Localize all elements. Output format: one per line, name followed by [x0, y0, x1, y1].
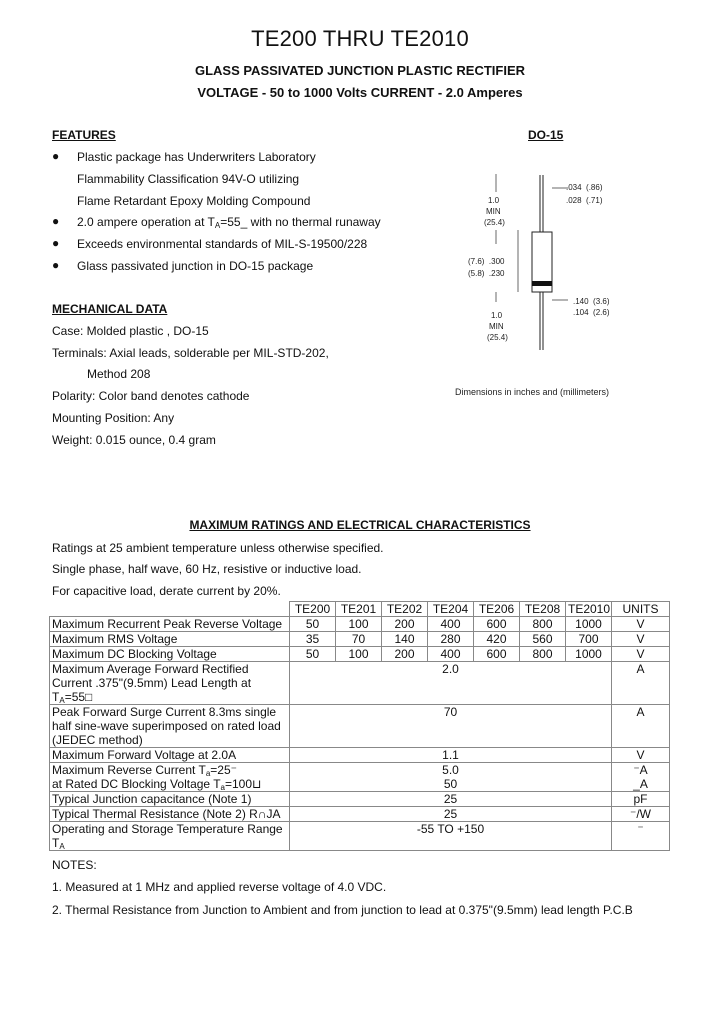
cell: 50 — [290, 647, 336, 662]
mech-line: Weight: 0.015 ounce, 0.4 gram — [52, 433, 216, 447]
feature-line: Exceeds environmental standards of MIL-S-19500/228 — [77, 237, 368, 251]
cell: 600 — [474, 617, 520, 632]
dimensions-caption: Dimensions in inches and (millimeters) — [455, 387, 610, 397]
row-label: Maximum Average Forward Rectified Current .375"(9.5mm) Lead Length at $T_A=55□$ — [50, 662, 290, 705]
ratings-table — [49, 601, 670, 851]
features-heading: FEATURES — [52, 128, 116, 142]
cell: 700 — [566, 632, 612, 647]
table-row — [50, 705, 670, 748]
body-length-min: (5.8) .230 — [468, 269, 505, 278]
lead-length-top-mm: (25.4) — [484, 218, 505, 227]
table-row — [50, 632, 670, 647]
mech-line: Terminals: Axial leads, solderable per MIL-STD-202, — [52, 346, 329, 360]
cell: 2.0 — [290, 662, 612, 705]
cell: 25 — [290, 792, 612, 807]
feature-text: 2.0 ampere operation at T — [77, 215, 215, 229]
row-label: Maximum Forward Voltage at 2.0A — [50, 748, 290, 763]
cell: 100 — [336, 647, 382, 662]
bullet-icon: ● — [52, 149, 60, 163]
bullet-icon: ● — [52, 214, 60, 228]
lead-dia-max: .034 (.86) — [566, 183, 603, 192]
cell: 100 — [336, 617, 382, 632]
cell: 1000 — [566, 647, 612, 662]
col-header: TE200 — [290, 602, 336, 617]
row-label: Typical Thermal Resistance (Note 2) R∩JA — [50, 807, 290, 822]
mech-line: Polarity: Color band denotes cathode — [52, 389, 250, 403]
row-label: Maximum DC Blocking Voltage — [50, 647, 290, 662]
table-row — [50, 662, 670, 705]
body-dia-min: .104 (2.6) — [573, 308, 610, 317]
table-header-row — [50, 602, 670, 617]
cell: 50 — [290, 617, 336, 632]
cell: 70 — [290, 705, 612, 748]
ratings-line: Single phase, half wave, 60 Hz, resistive or inductive load. — [52, 562, 362, 576]
cell: 140 — [382, 632, 428, 647]
lead-length-top: 1.0 — [488, 196, 500, 205]
subtitle-product: GLASS PASSIVATED JUNCTION PLASTIC RECTIFIER — [194, 63, 526, 78]
cell: 200 — [382, 617, 428, 632]
table-row — [50, 763, 670, 792]
row-label: Typical Junction capacitance (Note 1) — [50, 792, 290, 807]
lead-length-top-min: MIN — [486, 207, 501, 216]
feature-line: Flame Retardant Epoxy Molding Compound — [77, 194, 311, 208]
table-row — [50, 807, 670, 822]
cell: 5.0 50 — [290, 763, 612, 792]
cell: 70 — [336, 632, 382, 647]
feature-line — [77, 215, 381, 229]
bullet-icon: ● — [52, 258, 60, 272]
unit-cell: A — [612, 662, 670, 705]
package-label: DO-15 — [528, 128, 564, 142]
unit-cell: A — [612, 705, 670, 748]
cell: 1.1 — [290, 748, 612, 763]
row-label: Maximum Recurrent Peak Reverse Voltage — [50, 617, 290, 632]
feature-text: =55_ with no thermal runaway — [220, 215, 381, 229]
col-header: TE2010 — [566, 602, 612, 617]
col-header: TE208 — [520, 602, 566, 617]
unit-cell: pF — [612, 792, 670, 807]
unit-cell: V — [612, 647, 670, 662]
cell: 400 — [428, 617, 474, 632]
notes-heading: NOTES: — [52, 858, 97, 872]
lead-dia-min: .028 (.71) — [566, 196, 603, 205]
mech-line: Method 208 — [87, 367, 151, 381]
body-dia-max: .140 (3.6) — [573, 297, 610, 306]
table-row — [50, 822, 670, 851]
cell: 1000 — [566, 617, 612, 632]
row-label: Operating and Storage Temperature Range $T_A$ — [50, 822, 290, 851]
cell: 800 — [520, 647, 566, 662]
subtitle-ratings: VOLTAGE - 50 to 1000 Volts CURRENT - 2.0 Amperes — [197, 85, 523, 100]
cell: -55 TO +150 — [290, 822, 612, 851]
subscript: A — [214, 221, 221, 230]
ratings-line: Ratings at 25 ambient temperature unless otherwise specified. — [52, 541, 384, 555]
row-label: Maximum Reverse Current $T_a=25^-$ at Rated DC Blocking Voltage $T_a=100⊔$ — [50, 763, 290, 792]
mechanical-heading: MECHANICAL DATA — [52, 302, 168, 316]
row-label: Maximum RMS Voltage — [50, 632, 290, 647]
cell: 200 — [382, 647, 428, 662]
body-length-max: (7.6) .300 — [468, 257, 505, 266]
table-row — [50, 748, 670, 763]
ratings-heading: MAXIMUM RATINGS AND ELECTRICAL CHARACTERISTICS — [189, 518, 531, 532]
mech-line: Case: Molded plastic , DO-15 — [52, 324, 209, 338]
feature-line: Plastic package has Underwriters Laboratory — [77, 150, 316, 164]
cell: 800 — [520, 617, 566, 632]
col-header: TE206 — [474, 602, 520, 617]
bullet-icon: ● — [52, 236, 60, 250]
lead-length-bottom-mm: (25.4) — [487, 333, 508, 342]
feature-line: Flammability Classification 94V-O utilizing — [77, 172, 300, 186]
cell: 600 — [474, 647, 520, 662]
note-item: 2. Thermal Resistance from Junction to Ambient and from junction to lead at 0.375"(9.5mm) lead length P.C.B — [52, 903, 633, 917]
col-header: TE202 — [382, 602, 428, 617]
lead-length-bottom: 1.0 — [491, 311, 503, 320]
note-item: 1. Measured at 1 MHz and applied reverse voltage of 4.0 VDC. — [52, 880, 387, 894]
ratings-line: For capacitive load, derate current by 20%. — [52, 584, 281, 598]
cell: 280 — [428, 632, 474, 647]
unit-cell: ⁻/W — [612, 807, 670, 822]
lead-length-bottom-min: MIN — [489, 322, 504, 331]
row-label: Peak Forward Surge Current 8.3ms single half sine-wave superimposed on rated load (JEDEC method) — [50, 705, 290, 748]
unit-cell: ⁻A _A — [612, 763, 670, 792]
cell: 35 — [290, 632, 336, 647]
unit-cell: V — [612, 748, 670, 763]
feature-line: Glass passivated junction in DO-15 package — [77, 259, 314, 273]
unit-cell: V — [612, 632, 670, 647]
unit-cell: ⁻ — [612, 822, 670, 851]
cell: 420 — [474, 632, 520, 647]
cell: 560 — [520, 632, 566, 647]
page-title: TE200 THRU TE2010 — [251, 26, 469, 51]
table-row — [50, 792, 670, 807]
header-blank — [50, 602, 290, 617]
col-header: TE201 — [336, 602, 382, 617]
unit-cell: V — [612, 617, 670, 632]
cell: 25 — [290, 807, 612, 822]
table-row — [50, 617, 670, 632]
col-header: TE204 — [428, 602, 474, 617]
mech-line: Mounting Position: Any — [52, 411, 175, 425]
col-header: UNITS — [612, 602, 670, 617]
cell: 400 — [428, 647, 474, 662]
table-row — [50, 647, 670, 662]
